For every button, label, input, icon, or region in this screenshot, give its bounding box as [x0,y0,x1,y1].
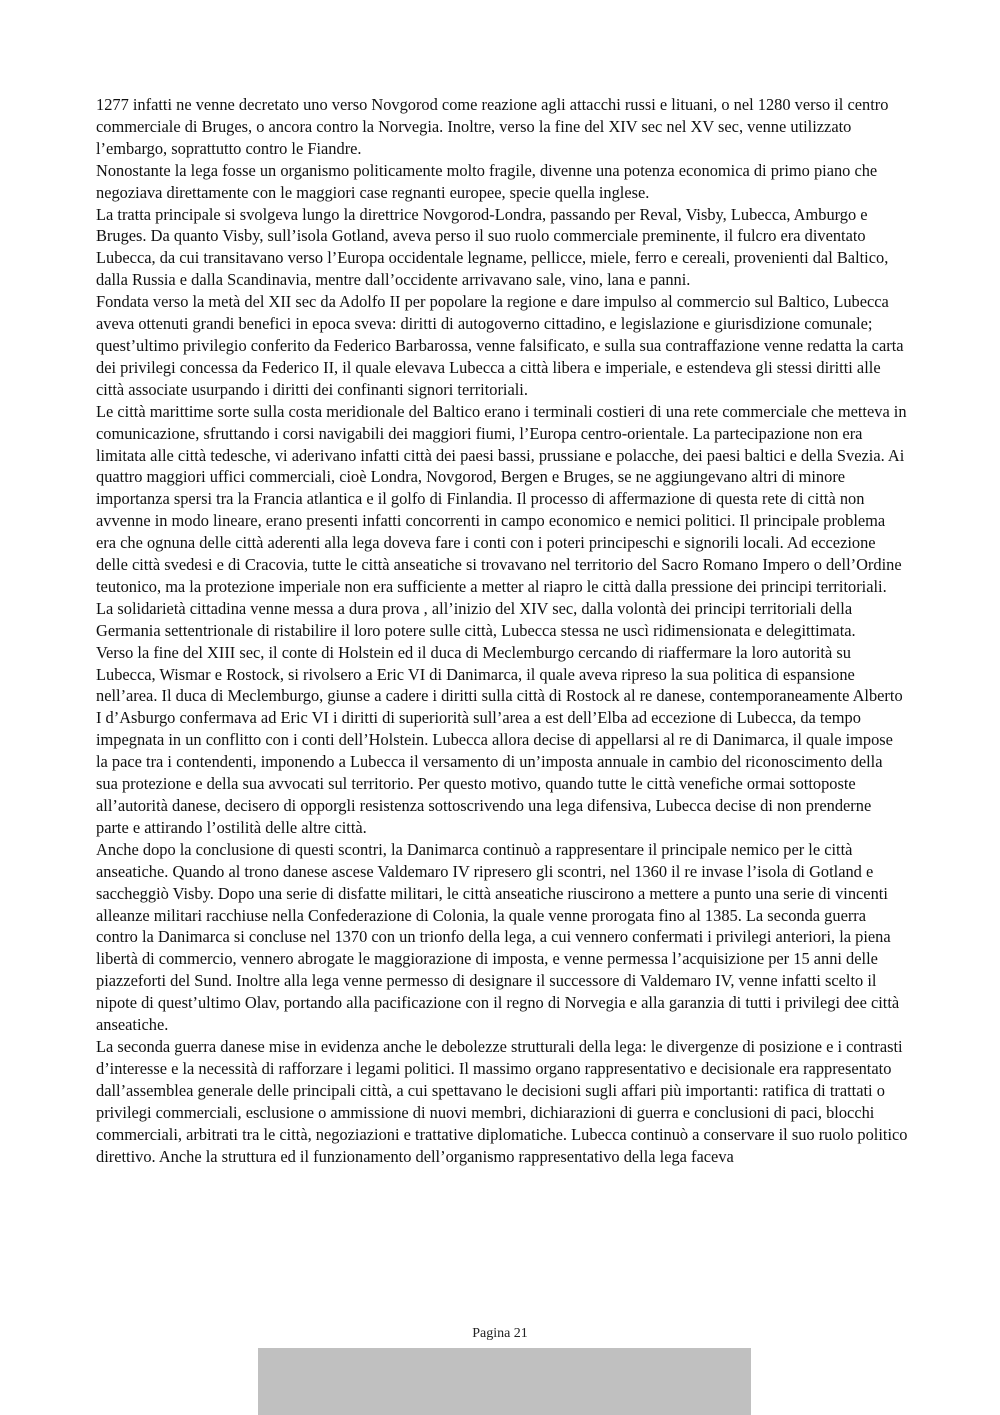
body-text [96,94,908,1167]
paragraph-8: La seconda guerra danese mise in evidenza anche le debolezze strutturali della lega: le divergenze di posizione e i contrasti d’interesse e la necessità di rafforzare i legami politici. Il massimo organo rappresentativo e decisionale era rappresentato dall’assemblea generale delle principali città, a cui spettavano le decisioni sugli affari più importanti: ratifica di trattati o privilegi commerciali, esclusione o ammissione di nuovi membri, dichiarazioni di guerra e conclusioni di paci, blocchi commerciali, arbitrati tra le città, negoziazioni e trattative diplomatiche. Lubecca continuò a conservare il suo ruolo politico direttivo. Anche la struttura ed il funzionamento dell’organismo rappresentativo della lega faceva [96,1036,908,1166]
paragraph-6: Verso la fine del XIII sec, il conte di Holstein ed il duca di Meclemburgo cercando di riaffermare la loro autorità su Lubecca, Wismar e Rostock, si rivolsero a Eric VI di Danimarca, il quale aveva ripreso la sua politica di espansione nell’area. Il duca di Meclemburgo, giunse a cadere i diritti sulla città di Rostock al re danese, contemporaneamente Alberto I d’Asburgo confermava ad Eric VI i diritti di superiorità sull’area a est dell’Elba ad eccezione di Lubecca, da tempo impegnata in un conflitto con i conti dell’Holstein. Lubecca allora decise di appellarsi al re di Danimarca, il quale impose la pace tra i contendenti, imponendo a Lubecca il versamento di un’imposta annuale in cambio del riconoscimento della sua protezione e della sua avvocati sul territorio. Per questo motivo, quando tutte le città venefiche ormai sottoposte all’autorità danese, decisero di opporgli resistenza sottoscrivendo una lega difensiva, Lubecca decise di non prenderne parte e attirando l’ostilità delle altre città. [96,642,903,837]
paragraph-3: La tratta principale si svolgeva lungo la direttrice Novgorod-Londra, passando per Reval, Visby, Lubecca, Amburgo e Bruges. Da quanto Visby, sull’isola Gotland, aveva perso il suo ruolo commerciale preminente, il fulcro era diventato Lubecca, da cui transitavano verso l’Europa occidentale legname, pellicce, miele, ferro e cereali, provenienti dal Baltico, dalla Russia e dalla Scandinavia, mentre dall’occidente arrivavano sale, vino, lana e panni. [96,204,889,290]
paragraph-7: Anche dopo la conclusione di questi scontri, la Danimarca continuò a rappresentare il principale nemico per le città anseatiche. Quando al trono danese ascese Valdemaro IV ripresero gli scontri, nel 1360 il re invase l’isola di Gotland e saccheggiò Visby. Dopo una serie di disfatte militari, le città anseatiche riuscirono a mettere a punto una serie di vincenti alleanze militari racchiuse nella Confederazione di Colonia, la quale venne prorogata fino al 1385. La seconda guerra contro la Danimarca si concluse nel 1370 con un trionfo della lega, a cui vennero confermati i privilegi anteriori, la piena libertà di commercio, vennero abrogate le maggiorazione di imposta, e venne permessa l’acquisizione per 15 anni delle piazzeforti del Sund. Inoltre alla lega venne permesso di designare il successore di Valdemaro IV, venne infatti scelto il nipote di quest’ultimo Olav, portando alla pacificazione con il regno di Norvegia e alla garanzia di tutti i privilegi dee città anseatiche. [96,839,900,1035]
page-number: Pagina 21 [472,1326,528,1341]
paragraph-4: Fondata verso la metà del XII sec da Adolfo II per popolare la regione e dare impulso al commercio sul Baltico, Lubecca aveva ottenuti grandi benefici in epoca sveva: diritti di autogoverno cittadino, e legislazione e giurisdizione comunale; quest’ultimo privilegio conferito da Federico Barbarossa, venne falsificato, e sulla sua contraffazione venne redatta la carta dei privilegi concessa da Federico II, il quale elevava Lubecca a città libera e imperiale, e estendeva gli stessi diritti alle città associate usurpando i diritti dei confinanti signori territoriali. [96,292,904,399]
footer-band [258,1348,751,1415]
paragraph-5: Le città marittime sorte sulla costa meridionale del Baltico erano i terminali costieri di una rete commerciale che metteva in comunicazione, sfruttando i corsi navigabili dei maggiori fiumi, l’Europa centro-orientale. La partecipazione non era limitata alle città tedesche, vi aderivano infatti città dei paesi bassi, prussiane e polacche, dei paesi baltici e della Svezia. Ai quattro maggiori uffici commerciali, cioè Londra, Novgorod, Bergen e Bruges, se ne aggiungevano altri di minore importanza spersi tra la Francia atlantica e il golfo di Finlandia. Il processo di affermazione di questa rete di città non avvenne in modo lineare, erano presenti infatti concorrenti in campo economico e nemici politici. Il principale problema era che ognuna delle città aderenti alla lega doveva fare i conti con i poteri principeschi e signorili locali. Ad eccezione delle città svedesi e di Cracovia, tutte le città anseatiche si trovavano nel territorio del Sacro Romano Impero o dell’Ordine teutonico, ma la protezione imperiale non era sufficiente a metter al riapro le città dalla pressione dei principi territoriali. La solidarietà cittadina venne messa a dura prova , all’inizio del XIV sec, dalla volontà dei principi territoriali della Germania settentrionale di ristabilire il loro potere sulle città, Lubecca stessa ne uscì ridimensionata e delegittimata. [96,401,907,640]
paragraph-2: Nonostante la lega fosse un organismo politicamente molto fragile, divenne una potenza economica di primo piano che negoziava direttamente con le maggiori case regnanti europee, specie quella inglese. [96,160,878,202]
paragraph-1: 1277 infatti ne venne decretato uno verso Novgorod come reazione agli attacchi russi e lituani, o nel 1280 verso il centro commerciale di Bruges, o ancora contro la Norvegia. Inoltre, verso la fine del XIV sec nel XV sec, venne utilizzato l’embargo, soprattutto contro le Fiandre. [96,95,889,158]
